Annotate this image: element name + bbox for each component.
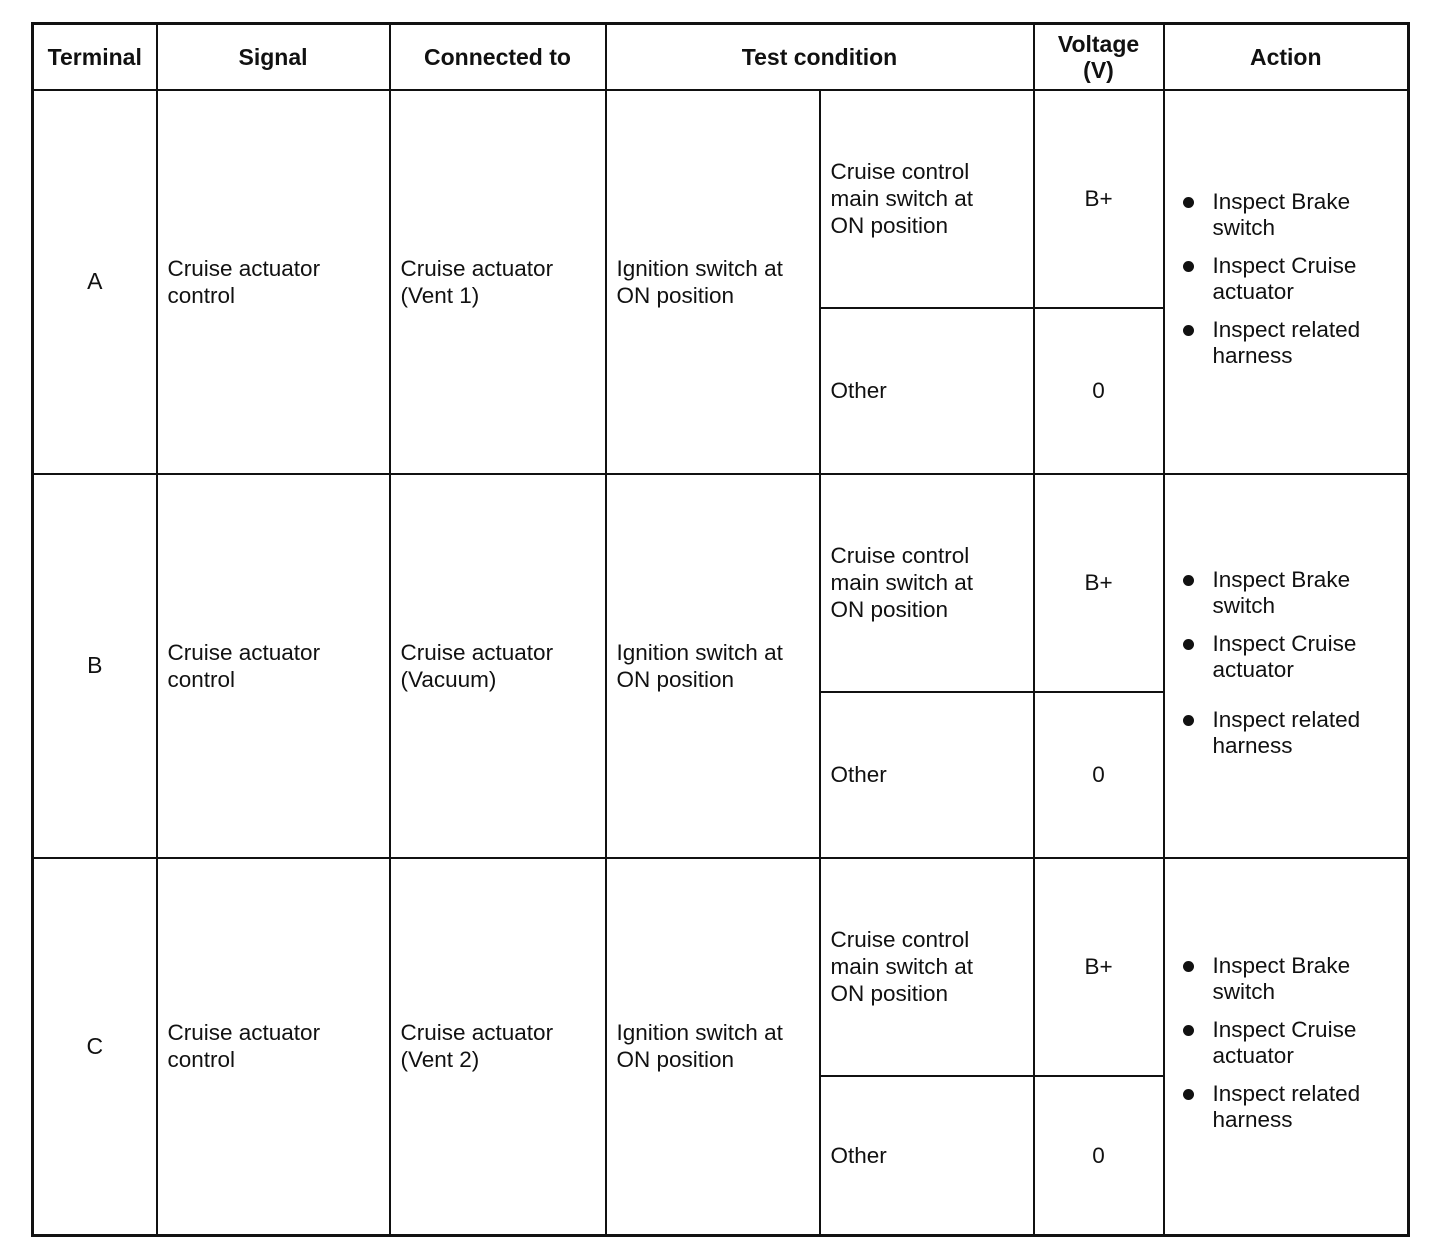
voltage-cell: B+ (1034, 474, 1164, 692)
action-list (1183, 189, 1402, 369)
table-row (33, 858, 1409, 1076)
table-row (33, 474, 1409, 692)
action-item: Inspect Brake switch (1183, 189, 1402, 241)
connected-to-cell: Cruise actuator (Vent 2) (390, 858, 606, 1236)
header-voltage-line2: (V) (1083, 56, 1114, 83)
action-list (1183, 953, 1402, 1133)
header-row (33, 24, 1409, 90)
bullet-icon (1183, 961, 1194, 972)
signal-cell: Cruise actuator control (157, 858, 390, 1236)
terminal-cell: A (33, 90, 157, 474)
signal-cell: Cruise actuator control (157, 474, 390, 858)
test-condition-cell: Ignition switch at ON position (606, 90, 820, 474)
action-list (1183, 567, 1402, 759)
bullet-icon (1183, 1089, 1194, 1100)
test-condition-cell: Ignition switch at ON position (606, 858, 820, 1236)
sub-condition-cell: Other (820, 308, 1034, 474)
voltage-cell: B+ (1034, 858, 1164, 1076)
action-item: Inspect Brake switch (1183, 567, 1402, 619)
sub-condition-cell: Other (820, 1076, 1034, 1236)
table-row (33, 90, 1409, 308)
signal-cell: Cruise actuator control (157, 90, 390, 474)
action-cell (1164, 474, 1409, 858)
table-body (33, 90, 1409, 1236)
bullet-icon (1183, 261, 1194, 272)
action-item: Inspect related harness (1183, 707, 1402, 759)
terminal-inspection-table (31, 22, 1410, 1237)
header-voltage-line1: Voltage (1057, 30, 1140, 57)
header-connected-to: Connected to (390, 24, 606, 90)
voltage-cell: 0 (1034, 1076, 1164, 1236)
action-item: Inspect Cruise actuator (1183, 631, 1402, 683)
action-cell (1164, 90, 1409, 474)
action-item: Inspect Brake switch (1183, 953, 1402, 1005)
action-item: Inspect related harness (1183, 1081, 1402, 1133)
sub-condition-cell: Cruise control main switch at ON position (820, 858, 1034, 1076)
action-item: Inspect related harness (1183, 317, 1402, 369)
voltage-cell: B+ (1034, 90, 1164, 308)
action-item: Inspect Cruise actuator (1183, 253, 1402, 305)
header-action: Action (1164, 24, 1409, 90)
terminal-cell: B (33, 474, 157, 858)
sub-condition-cell: Cruise control main switch at ON position (820, 90, 1034, 308)
connected-to-cell: Cruise actuator (Vacuum) (390, 474, 606, 858)
action-item: Inspect Cruise actuator (1183, 1017, 1402, 1069)
header-test-condition: Test condition (606, 24, 1034, 90)
bullet-icon (1183, 639, 1194, 650)
header-signal: Signal (157, 24, 390, 90)
voltage-cell: 0 (1034, 308, 1164, 474)
bullet-icon (1183, 197, 1194, 208)
terminal-cell: C (33, 858, 157, 1236)
sub-condition-cell: Other (820, 692, 1034, 858)
bullet-icon (1183, 575, 1194, 586)
connected-to-cell: Cruise actuator (Vent 1) (390, 90, 606, 474)
header-voltage (1034, 24, 1164, 90)
bullet-icon (1183, 715, 1194, 726)
bullet-icon (1183, 325, 1194, 336)
header-terminal: Terminal (33, 24, 157, 90)
voltage-cell: 0 (1034, 692, 1164, 858)
sub-condition-cell: Cruise control main switch at ON position (820, 474, 1034, 692)
test-condition-cell: Ignition switch at ON position (606, 474, 820, 858)
action-cell (1164, 858, 1409, 1236)
bullet-icon (1183, 1025, 1194, 1036)
